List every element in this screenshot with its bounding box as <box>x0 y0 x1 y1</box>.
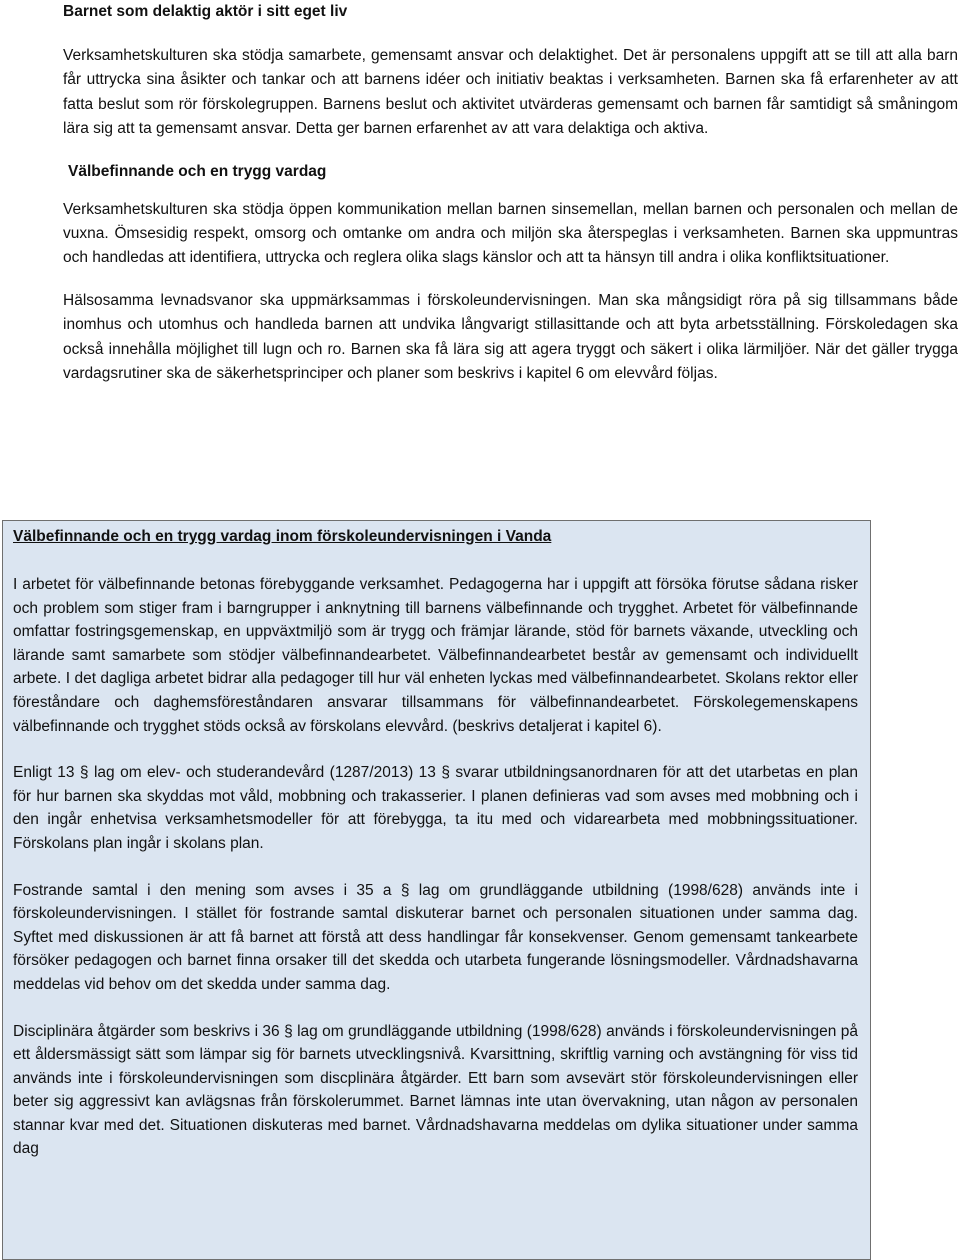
paragraph-kommunikation: Verksamhetskulturen ska stödja öppen kommunikation mellan barnen sinsemellan, mellan barnen och personalen och mellan de vuxna. Ömsesidig respekt, omsorg och omtanke om andra och miljön ska återspeglas i verksamheten. Barnen ska uppmuntras och handledas att identifiera, uttrycka och reglera olika slags känslor och att ta hänsyn till andra i olika konfliktsituationer. <box>63 200 958 267</box>
box-paragraph-elevvard-lag: Enligt 13 § lag om elev- och studerandevård (1287/2013) 13 § svarar utbildningsanordnaren för att det utarbetas en plan för hur barnen ska skyddas mot våld, mobbning och trakasserier. I planen definieras vad som avses med mobbning och i den ingår enhetvisa verksamhetsmodeller för att förebygga, ta itu med och vidarearbeta med mobbningssituationer. Förskolans plan ingår i skolans plan. <box>13 764 858 852</box>
box-paragraph-forebyggande: I arbetet för välbefinnande betonas förebyggande verksamhet. Pedagogerna har i uppgift att försöka förutse sådana risker och problem som stiger fram i barngrupper i anknytning till barnens välbefinnande och trygghet. Arbetet för välbefinnande omfattar fostringsgemenskap, en uppväxtmiljö som är trygg och främjar lärande, stöd för barnets växande, utveckling och lärande samt samarbete som stödjer välbefinnandearbetet. Välbefinnandearbetet består av gemensamt och individuellt arbete. I det dagliga arbetet bidrar alla pedagoger till hur väl enheten lyckas med välbefinnandearbetet. Skolans rektor eller föreståndare och daghemsföreståndaren ansvarar tillsammans för välbefinnandearbetet. Förskolegemenskapens välbefinnande och trygghet stöds också av förskolans elevvård. (beskrivs detaljerat i kapitel 6). <box>13 576 858 735</box>
document-page <box>63 0 958 386</box>
box-paragraph-disciplinara-atgarder: Disciplinära åtgärder som beskrivs i 36 § lag om grundläggande utbildning (1998/628) används i förskoleundervisningen på ett åldersmässigt sätt som lämpar sig för barnets utvecklingsnivå. Kvarsittning, skriftlig varning och avstängning för viss tid används inte i förskoleundervisningen som discplinära åtgärder. Ett barn som avsevärt stör förskoleundervisningen eller beter sig aggressivt kan avlägsnas från förskolerummet. Barnet lämnas inte utan övervakning, utan någon av personalen stannar kvar med det. Situationen diskuteras med barnet. Vårdnadshavarna meddelas om dylika situationer under samma dag <box>13 1022 858 1158</box>
box-heading: Välbefinnande och en trygg vardag inom förskoleundervisningen i Vanda <box>13 528 552 545</box>
section-heading-delaktig: Barnet som delaktig aktör i sitt eget liv <box>63 3 348 20</box>
box-paragraph-fostrande-samtal: Fostrande samtal i den mening som avses i 35 a § lag om grundläggande utbildning (1998/628) används inte i förskoleundervisningen. I stället för fostrande samtal diskuterar barnet och personalen situationen under samma dag. Syftet med diskussionen är att få barnet att förstå att dess handlingar får konsekvenser. Genom gemensamt tankearbete försöker pedagogen och barnet finna orsaker till det skedda och utarbeta fungerande lösningsmodeller. Vårdnadshavarna meddelas vid behov om det skedda under samma dag. <box>13 881 858 993</box>
section-heading-valbefinnande: Välbefinnande och en trygg vardag <box>68 162 327 180</box>
paragraph-delaktig: Verksamhetskulturen ska stödja samarbete, gemensamt ansvar och delaktighet. Det är personalens uppgift att se till att alla barn får uttrycka sina åsikter och tankar och att barnens idéer och initiativ beaktas i verksamheten. Barnen ska få erfarenheter av att fatta beslut som rör förskolegruppen. Barnens beslut och aktivitet utvärderas gemensamt och barnen får samtidigt så småningom lära sig att ta gemensamt ansvar. Detta ger barnen erfarenhet av att vara delaktiga och aktiva. <box>63 47 958 138</box>
paragraph-halsosamma-levnadsvanor: Hälsosamma levnadsvanor ska uppmärksammas i förskoleundervisningen. Man ska mångsidigt röra på sig tillsammans både inomhus och utomhus och handleda barnen att undvika långvarigt stillasittande och att byta arbetsställning. Förskoledagen ska också innehålla möjlighet till lugn och ro. Barnen ska få lära sig att agera tryggt och säkert i olika lärmiljöer. När det gäller trygga vardagsrutiner ska de säkerhetsprinciper och planer som beskrivs i kapitel 6 om elevvård följas. <box>63 291 958 383</box>
vanda-info-box <box>2 520 871 1260</box>
